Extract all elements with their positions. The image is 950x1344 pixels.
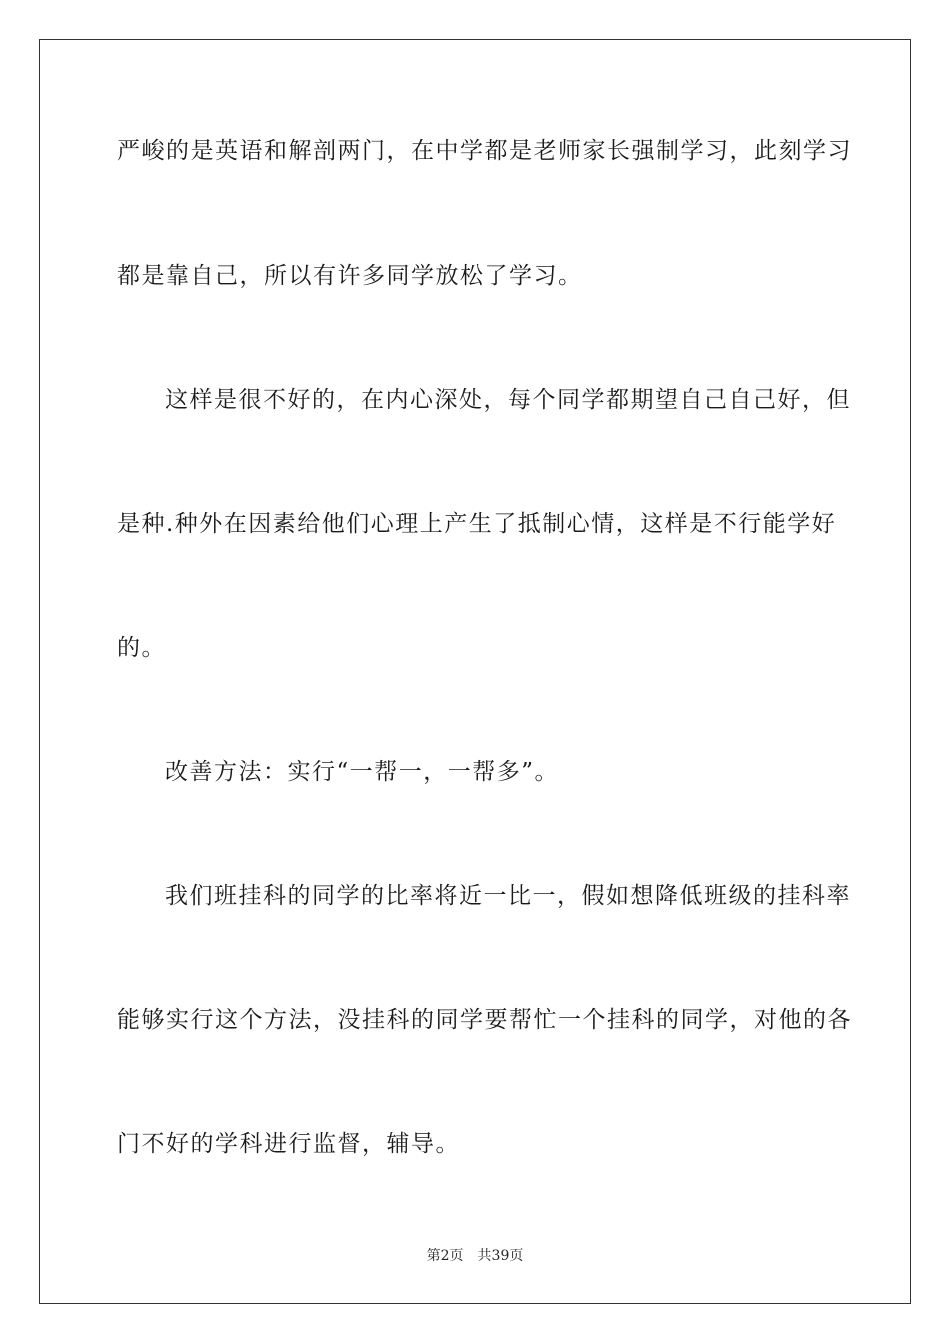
body-line-9: 门不好的学科进行监督，辅导。: [117, 1131, 460, 1157]
page-footer: [0, 1247, 950, 1265]
body-line-8: 能够实行这个方法，没挂科的同学要帮忙一个挂科的同学，对他的各: [117, 1007, 852, 1033]
page-number: 第2页: [426, 1248, 464, 1264]
body-line-4: 是种.种外在因素给他们心理上产生了抵制心情，这样是不行能学好: [117, 511, 837, 537]
body-line-3: 这样是很不好的，在内心深处，每个同学都期望自己自己好，但: [165, 387, 851, 413]
body-line-6: 改善方法：实行“一帮一，一帮多”。: [165, 759, 560, 785]
body-line-2: 都是靠自己，所以有许多同学放松了学习。: [117, 263, 583, 289]
body-line-7: 我们班挂科的同学的比率将近一比一，假如想降低班级的挂科率: [165, 883, 851, 909]
body-line-5: 的。: [117, 635, 166, 661]
body-line-1: 严峻的是英语和解剖两门，在中学都是老师家长强制学习，此刻学习: [117, 138, 852, 164]
page-total: 共39页: [477, 1248, 524, 1264]
page-border: [39, 39, 911, 1304]
